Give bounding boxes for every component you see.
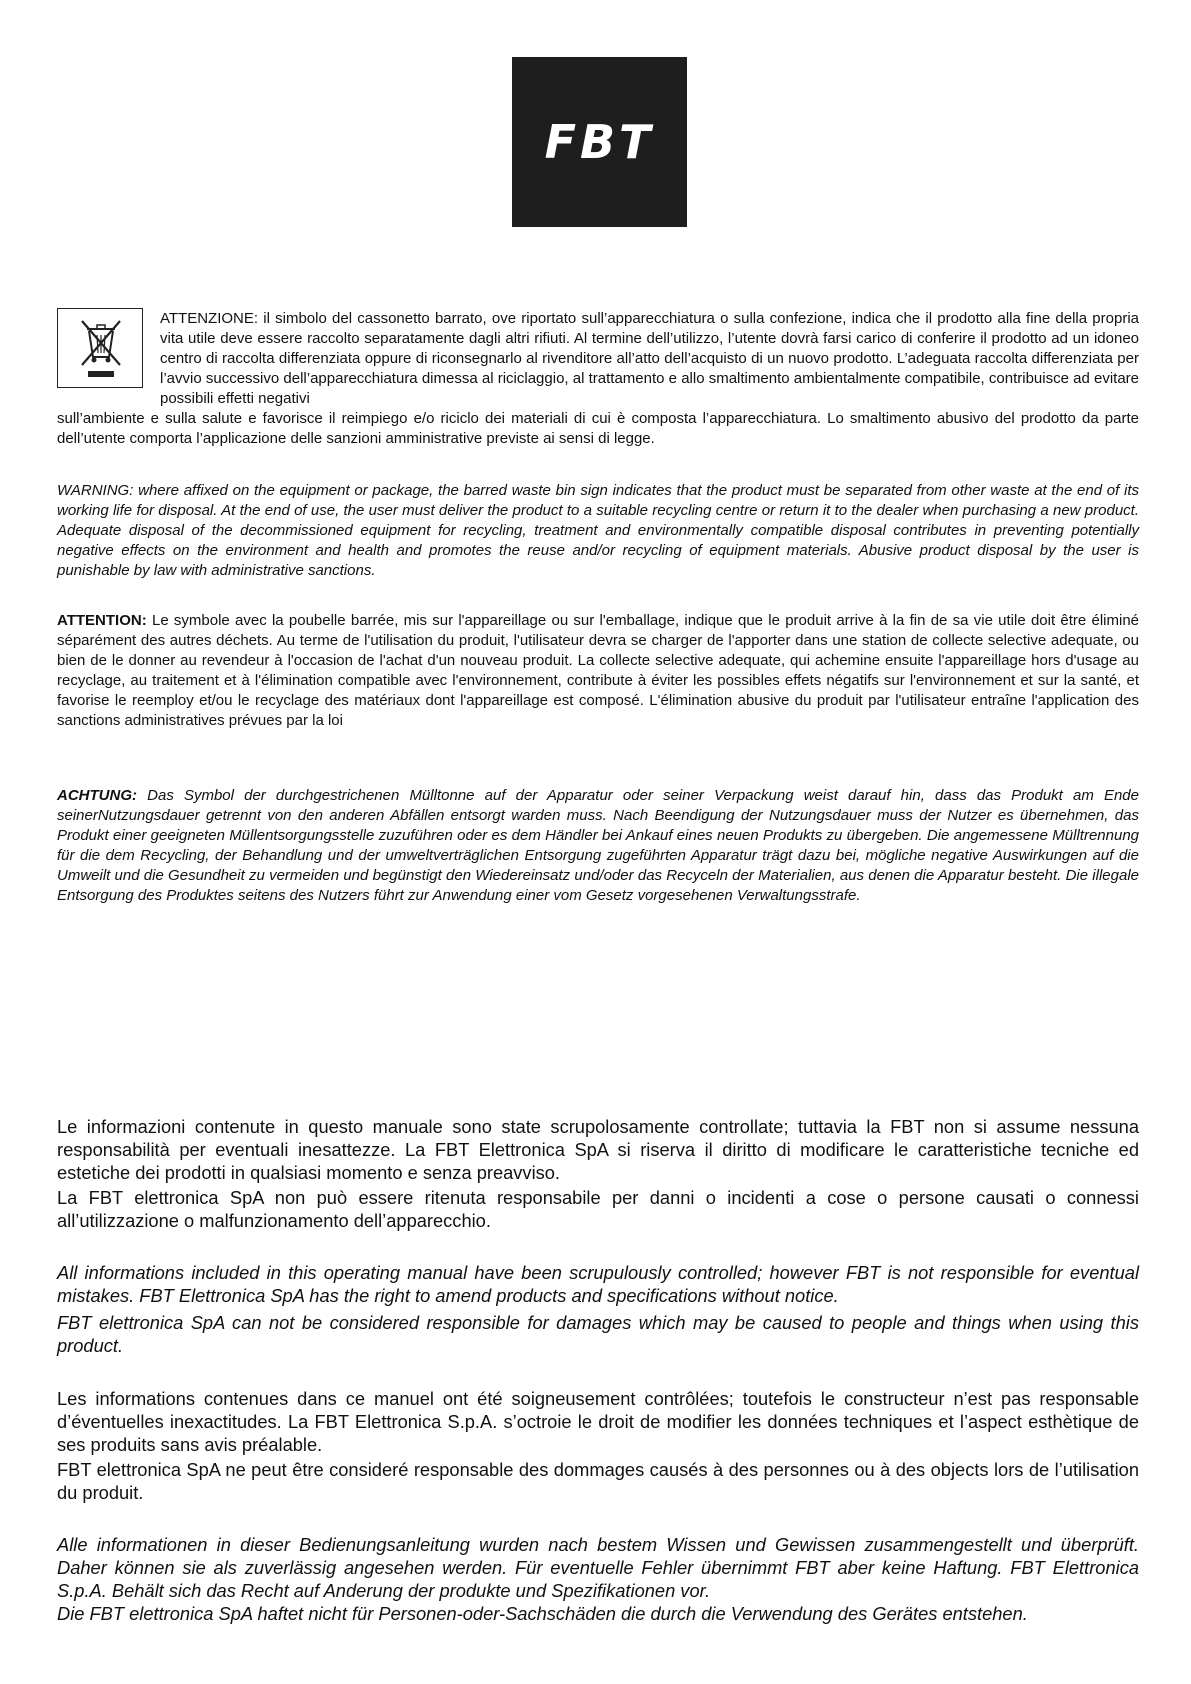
german-warning-text: Das Symbol der durchgestrichenen Mülltonne auf der Apparatur oder seiner Verpackung weist darauf hin, dass das Produkt am Ende seinerNutzungsdauer getrennt von den anderen Abfällen entsorgt warden muss. Nach Beendigung der Nutzungsdauer muss der Nutzer es übernehmen, das Produkt einer geeigneten Müllentsorgungsstelle zuzuführen oder es dem Händler bei Ankauf eines neuen Produkts zu übergeben. Die angemessene Mülltrennung für die dem Recycling, der Behandlung und der umweltverträglichen Entsorgung zugeführten Apparatur trägt dazu bei, mögliche negative Auswirkungen auf die Umweilt und die Gesundheit zu vermeiden und begünstigt den Wiedereinsatz und/oder das Recyceln der Materialien, aus denen die Apparatur besteht. Die illegale Entsorgung des Produktes seitens des Nutzers führt zur Anwendung einer vom Gesetz vorgesehenen Verwaltungsstrafe. <box>57 787 1139 904</box>
disclaimer-italian-2: La FBT elettronica SpA non può essere ritenuta responsabile per danni o incidenti a cose o persone causati o connessi all’utilizzazione o malfunzionamento dell’apparecchio. <box>57 1187 1139 1231</box>
disclaimer-french-1: Les informations contenues dans ce manuel ont été soigneusement contrôlées; toutefois le constructeur n’est pas responsable d’éventuelles inexactitudes. La FBT Elettronica S.p.A. s’octroie le droit de modifier les données techniques et l’aspect esthètique de ses produits sans avis préalable. <box>57 1388 1139 1455</box>
disposal-french <box>57 611 1139 731</box>
logo-text: FBT <box>544 115 655 169</box>
weee-symbol-box <box>57 308 143 388</box>
disclaimer-english-2: FBT elettronica SpA can not be considered responsible for damages which may be caused to people and things when using this product. <box>57 1312 1139 1356</box>
french-warning-label: ATTENTION: <box>57 612 147 629</box>
german-warning-label: ACHTUNG: <box>57 787 137 804</box>
fbt-logo <box>512 57 687 227</box>
french-warning-text: Le symbole avec la poubelle barrée, mis sur l'appareillage ou sur l'emballage, indique que le produit arrive à la fin de sa vie utile doit être éliminé séparément des autres déchets. Au terme de l'utilisation du produit, l'utilisateur devra se charger de l'apporter dans une station de collecte selective adequate, ou bien de le donner au revendeur à l'occasion de l'achat d'un nouveau produit. La collecte selective adequate, qui achemine ensuite l'appareillage hors d'usage au recyclage, au traitement et à l'élimination compatible avec l'environnement, contribute à éviter les possibles effets négatifs sur l'environnement et sur la santé, et favorise le reemploy et/ou le recyclage des matériaux dont l'appareillage est composé. L'élimination abusive du produit par l'utilisateur entraîne l'application des sanctions administratives prévues par la loi <box>57 612 1139 729</box>
disclaimer-french-2: FBT elettronica SpA ne peut être consideré responsable des dommages causés à des personnes ou à des objects lors de l’utilisation du produit. <box>57 1459 1139 1503</box>
disposal-english: WARNING: where affixed on the equipment or package, the barred waste bin sign indicates that the product must be separated from other waste at the end of its working life for disposal. At the end of use, the user must deliver the product to a suitable recycling centre or return it to the dealer when purchasing a new product. Adequate disposal of the decommissioned equipment for recycling, treatment and environmentally compatible disposal contributes in preventing potentially negative effects on the environment and health and promotes the reuse and/or recycling of equipment materials. Abusive product disposal by the user is punishable by law with administrative sanctions. <box>57 482 1139 579</box>
disposal-italian-intro: ATTENZIONE: il simbolo del cassonetto barrato, ove riportato sull’apparecchiatura o sulla confezione, indica che il prodotto alla fine della propria vita utile deve essere raccolto separatamente dagli altri rifiuti. Al termine dell’utilizzo, l’utente dovrà farsi carico di conferire il prodotto ad un idoneo centro di raccolta differenziata oppure di riconsegnarlo al rivenditore all’atto dell’acquisto di un nuovo prodotto. L’adeguata raccolta differenziata per l’avvio successivo dell’apparecchiatura dimessa al riciclaggio, al trattamento e allo smaltimento ambientalmente compatibile, contribuisce ad evitare possibili effetti negativi <box>160 310 1139 407</box>
disclaimer-german-1: Alle informationen in dieser Bedienungsanleitung wurden nach bestem Wissen und Gewissen zusammengestellt und überprüft. Daher können sie als zuverlässig angesehen werden. Für eventuelle Fehler übernimmt FBT aber keine Haftung. FBT Elettronica S.p.A. Behält sich das Recht auf Anderung der produkte und Spezifikationen vor. <box>57 1534 1139 1601</box>
disclaimer-english-1: All informations included in this operating manual have been scrupulously controlled; however FBT is not responsible for eventual mistakes. FBT Elettronica SpA has the right to amend products and specifications without notice. <box>57 1262 1139 1306</box>
disposal-german <box>57 786 1139 906</box>
disclaimer-italian-1: Le informazioni contenute in questo manuale sono state scrupolosamente controllate; tuttavia la FBT non si assume nessuna responsabilità per eventuali inesattezze. La FBT Elettronica SpA si riserva il diritto di modificare le caratteristiche tecniche ed estetiche dei prodotti in qualsiasi momento e senza preavviso. <box>57 1116 1139 1183</box>
disposal-italian-continued: sull’ambiente e sulla salute e favorisce il reimpiego e/o riciclo dei materiali di cui è composta l’apparecchiatura. Lo smaltimento abusivo del prodotto da parte dell’utente comporta l’applicazione delle sanzioni amministrative previste ai sensi di legge. <box>57 410 1139 447</box>
disclaimer-german-2: Die FBT elettronica SpA haftet nicht für Personen-oder-Sachschäden die durch die Verwendung des Gerätes entstehen. <box>57 1603 1028 1624</box>
crossed-out-wheelie-bin-icon <box>58 309 144 389</box>
